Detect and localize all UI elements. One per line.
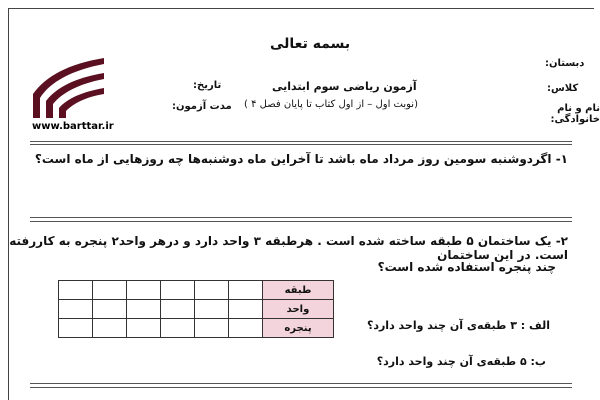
class-label: کلاس: bbox=[547, 83, 579, 94]
table-row bbox=[59, 319, 334, 338]
answer-cell[interactable] bbox=[229, 281, 263, 300]
answer-cell[interactable] bbox=[161, 300, 195, 319]
table-row bbox=[59, 281, 334, 300]
question-1: ۱- اگردوشنبه سومین روز مرداد ماه باشد تا آخراین ماه دوشنبه‌ها چه روزهایی از ماه است؟ bbox=[34, 152, 568, 166]
page-title: بسمه تعالی bbox=[270, 36, 351, 52]
question-2: ۲- یک ساختمان ۵ طبقه ساخته شده است . هرطبقه ۳ واحد دارد و درهر واحد۲ پنجره به کاررفته است. در این ساختمان bbox=[9, 234, 568, 262]
question-2-a: الف : ۳ طبقه‌ی آن چند واحد دارد؟ bbox=[366, 319, 550, 332]
answer-cell[interactable] bbox=[127, 319, 161, 338]
divider bbox=[30, 221, 572, 222]
answer-cell[interactable] bbox=[59, 319, 93, 338]
answer-cell[interactable] bbox=[229, 300, 263, 319]
exam-subtitle: (نوبت اول – از اول کتاب تا پایان فصل ۴ ) bbox=[244, 99, 418, 110]
question-2-b: ب: ۵ طبقه‌ی آن چند واحد دارد؟ bbox=[376, 355, 546, 368]
answer-cell[interactable] bbox=[93, 300, 127, 319]
answer-cell[interactable] bbox=[127, 300, 161, 319]
answer-cell[interactable] bbox=[195, 300, 229, 319]
exam-title: آزمون ریاضی سوم ابتدایی bbox=[272, 80, 417, 93]
divider bbox=[30, 387, 572, 388]
answer-cell[interactable] bbox=[195, 281, 229, 300]
question-2-line2: چند پنجره استفاده شده است؟ bbox=[377, 260, 556, 274]
divider bbox=[30, 383, 572, 384]
answer-cell[interactable] bbox=[93, 281, 127, 300]
answer-cell[interactable] bbox=[195, 319, 229, 338]
table-row bbox=[59, 300, 334, 319]
logo-icon bbox=[28, 46, 108, 126]
answer-cell[interactable] bbox=[127, 281, 161, 300]
school-label: دبستان: bbox=[545, 58, 585, 69]
divider bbox=[30, 217, 572, 218]
duration-label: مدت آزمون: bbox=[172, 101, 232, 112]
row-label: طبقه bbox=[263, 281, 334, 300]
answer-cell[interactable] bbox=[59, 281, 93, 300]
answer-cell[interactable] bbox=[229, 319, 263, 338]
website-link[interactable]: www.barttar.ir bbox=[32, 121, 114, 132]
divider bbox=[30, 144, 572, 145]
date-label: تاریخ: bbox=[193, 80, 222, 91]
answer-cell[interactable] bbox=[59, 300, 93, 319]
answer-cell[interactable] bbox=[93, 319, 127, 338]
answer-table bbox=[58, 280, 334, 338]
answer-cell[interactable] bbox=[161, 281, 195, 300]
name-label: نام و نام خانوادگی: bbox=[550, 103, 600, 125]
answer-cell[interactable] bbox=[161, 319, 195, 338]
divider bbox=[30, 141, 572, 142]
row-label: واحد bbox=[263, 300, 334, 319]
row-label: پنجره bbox=[263, 319, 334, 338]
